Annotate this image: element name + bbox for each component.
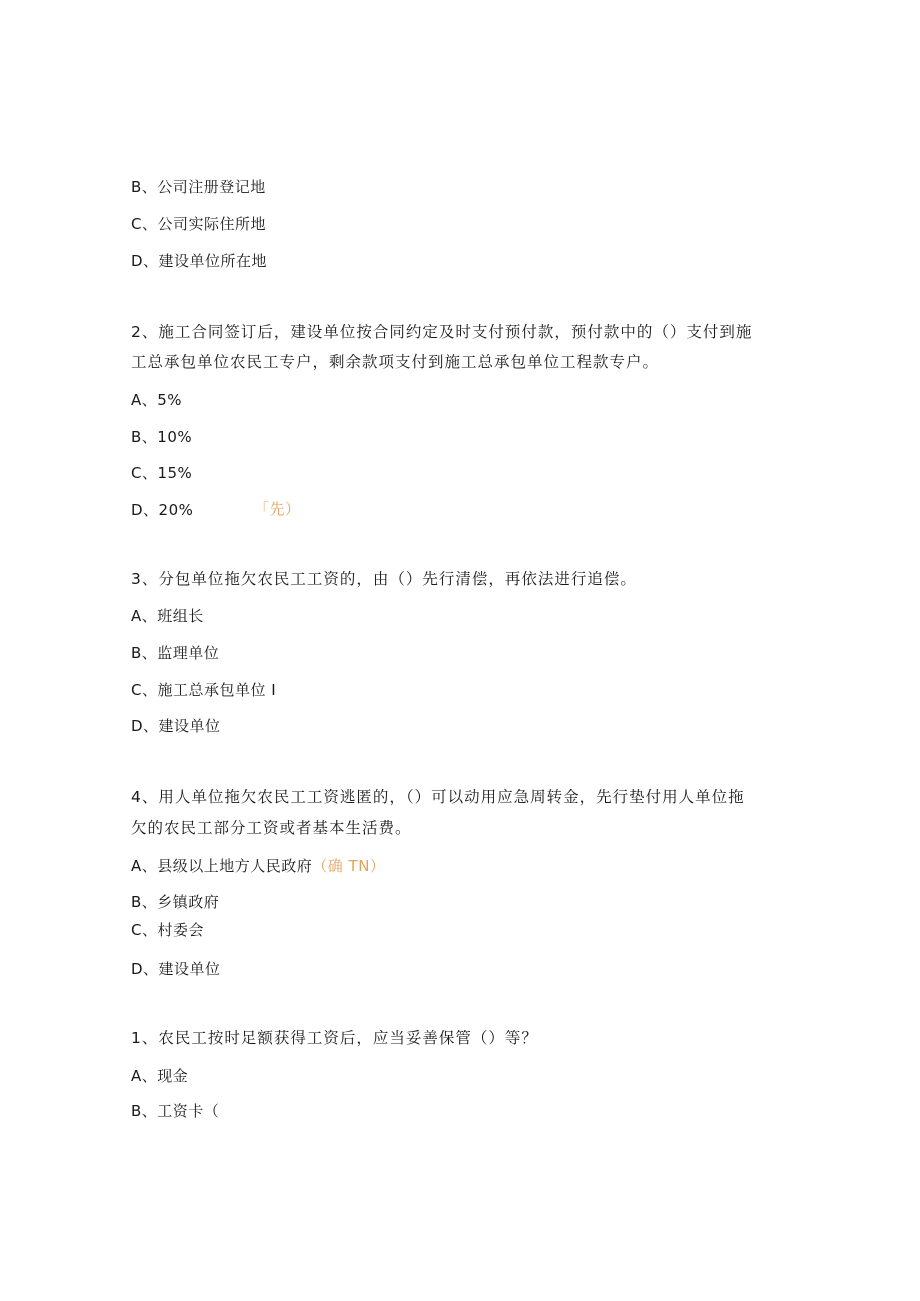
q4-option-b: B、乡镇政府 [131, 893, 220, 911]
q5-option-b: B、工资卡（ [131, 1102, 220, 1120]
q3-option-b: B、监理单位 [131, 644, 220, 662]
q3-stem: 3、分包单位拖欠农民工工资的，由（）先行清偿，再依法进行追偿。 [131, 570, 637, 588]
q1-option-d: D、建设单位所在地 [131, 252, 268, 270]
q2-option-c: C、15% [131, 464, 193, 482]
q5-stem: 1、农民工按时足额获得工资后，应当妥善保管（）等？ [131, 1029, 538, 1047]
q4-option-d: D、建设单位 [131, 960, 221, 978]
q5-option-a: A、现金 [131, 1067, 189, 1085]
q3-option-c: C、施工总承包单位 I [131, 681, 277, 699]
q2-option-d: D、20% [131, 501, 194, 519]
q2-stem-line2: 工总承包单位农民工专户，剩余款项支付到施工总承包单位工程款专户。 [131, 353, 660, 371]
q4-answer-note: （确 TN） [312, 857, 386, 875]
q4-option-c: C、村委会 [131, 921, 204, 939]
q1-option-c: C、公司实际住所地 [131, 215, 266, 233]
q2-option-a: A、5% [131, 391, 183, 409]
q3-option-d: D、建设单位 [131, 717, 221, 735]
q2-answer-note: 「先） [254, 500, 301, 518]
q2-option-b: B、10% [131, 428, 193, 446]
q4-stem-line1: 4、用人单位拖欠农民工工资逃匿的，（）可以动用应急周转金，先行垫付用人单位拖 [131, 788, 745, 806]
q1-option-b: B、公司注册登记地 [131, 178, 266, 196]
q2-stem-line1: 2、施工合同签订后，建设单位按合同约定及时支付预付款，预付款中的（）支付到施 [131, 323, 753, 341]
q4-option-a-text: A、县级以上地方人民政府 [131, 857, 313, 875]
q4-option-a [131, 856, 385, 876]
q4-stem-line2: 欠的农民工部分工资或者基本生活费。 [131, 819, 412, 837]
q3-option-a: A、班组长 [131, 607, 204, 625]
